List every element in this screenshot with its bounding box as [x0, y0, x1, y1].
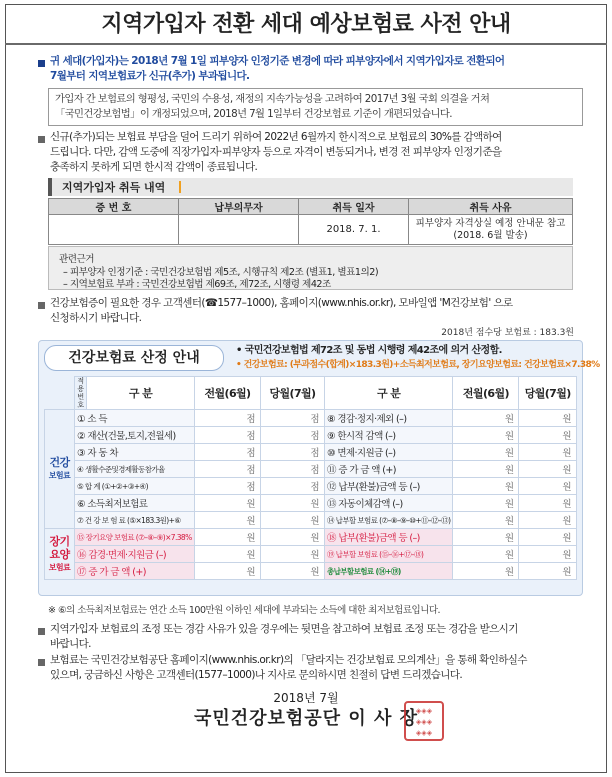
enrollment-banner — [48, 178, 573, 196]
text-line — [179, 181, 181, 193]
grid-cell: 전월(6월) — [453, 377, 519, 410]
premium-grid — [44, 376, 577, 580]
grid-cell: 원 — [261, 546, 325, 563]
text-line: – 지역보험료 부과 : 국민건강보험법 제69조, 제72조, 시행령 제42조 — [63, 279, 331, 290]
grid-cell: ⑪ 증 가 금 액 (+) — [325, 461, 453, 478]
table-cell — [179, 215, 299, 245]
grid-cell: ⑮ 장기요양 보험료 (⑦–⑧–⑨)×7.38% — [75, 529, 195, 546]
text-line: 보험료는 국민건강보험공단 홈페이지(www.nhis.or.kr)의 「달라지는 건강보험료 모의계산」을 통해 확인하실수 — [50, 654, 527, 666]
table-cell: 증 번 호 — [49, 199, 179, 215]
grid-cell: ⑨ 한시적 감액 (–) — [325, 427, 453, 444]
grid-cell: 원 — [453, 444, 519, 461]
text-line: 지역가입자 취득 내역 — [62, 181, 166, 194]
grid-cell: 구 분 — [87, 377, 195, 410]
grid-cell: 원 — [261, 512, 325, 529]
reduction-paragraph — [50, 130, 590, 175]
table-cell: 피부양자 자격상실 예정 안내문 참고 (2018. 6월 발송) — [409, 215, 573, 245]
grid-cell: 원 — [261, 495, 325, 512]
text-line: – 피부양자 인정기준 : 국민건강보험법 제5조, 시행규칙 제2조 (별표1, 별표1의2) — [63, 267, 379, 278]
reform-note-line2: 「국민건강보험법」이 개정되었으며, 2018년 7월 1일부터 건강보험료 기준이 개편되었습니다. — [55, 108, 452, 120]
grid-cell: ⑥ 소득최저보험료 — [75, 495, 195, 512]
grid-cell: ⑫ 납부(환불)금액 등 (–) — [325, 478, 453, 495]
footnote: ※ ⑥의 소득최저보험료는 연간 소득 100만원 이하인 세대에 부과되는 소득에 대한 최저보험료입니다. — [48, 605, 441, 616]
table-cell: 취득 사유 — [409, 199, 573, 215]
enrollment-table — [48, 198, 573, 245]
grid-cell: ⑩ 면제·지원금 (–) — [325, 444, 453, 461]
grid-cell: 원 — [453, 563, 519, 580]
bullet-icon — [38, 302, 45, 309]
grid-cell: 원 — [453, 461, 519, 478]
grid-cell: ⑭ 납부할 보험료 (⑦–⑧–⑨–⑩+⑪–⑫–⑬) — [325, 512, 453, 529]
bullet-icon — [38, 136, 45, 143]
grid-cell: 점 — [195, 461, 261, 478]
grid-cell: 원 — [519, 546, 577, 563]
reform-note-box — [48, 88, 583, 126]
grid-cell: 총납부할보험료 (⑭+⑲) — [325, 563, 453, 580]
grid-cell: 원 — [519, 495, 577, 512]
text-line: 귀 세대(가입자)는 2018년 7월 1일 피부양자 인정기준 변경에 따라 피부양자에서 지역가입자로 전환되어 — [50, 55, 505, 67]
text-line: 있으며, 궁금하신 사항은 고객센터(1577–1000)나 지사로 문의하시면 친절히 답변 드리겠습니다. — [50, 669, 463, 681]
grid-cell: 점 — [261, 461, 325, 478]
grid-cell: 점 — [195, 444, 261, 461]
grid-cell: 원 — [519, 410, 577, 427]
text-line: 드립니다. 다만, 감액 도중에 직장가입자·피부양자 등으로 자격이 변동되거나, 변경 전 피부양자 인정기준을 — [50, 146, 502, 158]
grid-cell: 원 — [453, 427, 519, 444]
text-line: 충족하지 못하게 되면 한시적 감액이 종료됩니다. — [50, 161, 258, 173]
calc-note — [236, 344, 600, 372]
text-line: 관련근거 — [59, 254, 95, 265]
score-unit-price: 2018년 점수당 보험료 : 183.3원 — [441, 328, 574, 338]
text-line: 지역가입자 보험료의 조정 또는 경감 사유가 있을 경우에는 뒷면을 참고하여 보험료 조정 또는 경감을 받으시기 — [50, 623, 518, 635]
grid-cell: ⑤ 합 계 (①+②+③+④) — [75, 478, 195, 495]
text-line: • 국민건강보험법 제72조 및 동법 시행령 제42조에 의거 산정함. — [236, 345, 502, 356]
adjustment-paragraph — [50, 622, 590, 652]
calc-title: 건강보험료 산정 안내 — [44, 345, 224, 371]
grid-cell: ③ 자 동 차 — [75, 444, 195, 461]
text-line: • 건강보험료: (부과점수(합계)×183.3원)+소득최저보험료, 장기요양보험료: 건강보험료×7.38% — [236, 360, 600, 370]
issue-date: 2018년 7월 — [273, 691, 339, 705]
grid-cell: 전월(6월) — [195, 377, 261, 410]
reform-note-line1: 가입자 간 보험료의 형평성, 국민의 수용성, 재정의 지속가능성을 고려하여 2017년 3월 국회 의결을 거쳐 — [55, 93, 490, 105]
grid-cell: 점 — [261, 478, 325, 495]
grid-cell: 원 — [453, 529, 519, 546]
text-line: 바랍니다. — [50, 638, 91, 650]
grid-cell: ⑱ 납부(환불)금액 등 (–) — [325, 529, 453, 546]
grid-cell: ① 소 득 — [75, 410, 195, 427]
text-line: 신청하시기 바랍니다. — [50, 312, 142, 324]
grid-cell: ④ 생활수준및경제활동참가율 — [75, 461, 195, 478]
page-title: 지역가입자 전환 세대 예상보험료 사전 안내 — [5, 5, 607, 45]
grid-cell: 원 — [453, 546, 519, 563]
table-cell — [49, 215, 179, 245]
notice-paragraph — [50, 54, 590, 84]
grid-cell: 원 — [519, 512, 577, 529]
grid-cell: 점 — [195, 478, 261, 495]
grid-cell: 원 — [519, 478, 577, 495]
grid-cell: ⑰ 증 가 금 액 (+) — [75, 563, 195, 580]
text-line: 7월부터 지역보험료가 신규(추가) 부과됩니다. — [50, 70, 250, 82]
grid-cell: 원 — [261, 529, 325, 546]
grid-cell: 점 — [195, 410, 261, 427]
bullet-icon — [38, 628, 45, 635]
grid-cell: 원 — [519, 444, 577, 461]
bullet-icon — [38, 60, 45, 67]
grid-cell: 원 — [519, 461, 577, 478]
legal-basis-box — [48, 246, 573, 290]
grid-cell: 원 — [195, 495, 261, 512]
grid-cell: 원 — [519, 563, 577, 580]
category-ltc: 장기요양 보험료 — [45, 529, 75, 580]
card-request-paragraph — [50, 296, 590, 326]
grid-cell: 원 — [261, 563, 325, 580]
official-seal-icon: ◈◈◈ ◈◈◈ ◈◈◈ — [404, 701, 444, 741]
table-cell: 납부의무자 — [179, 199, 299, 215]
category-health: 건강 보험료 — [45, 410, 75, 529]
grid-cell: 원 — [195, 546, 261, 563]
grid-cell: ⑬ 자동이체감액 (–) — [325, 495, 453, 512]
table-cell: 취득 일자 — [299, 199, 409, 215]
grid-cell: 점 — [195, 427, 261, 444]
grid-cell: ⑧ 경감·정지·제외 (–) — [325, 410, 453, 427]
grid-cell: 원 — [453, 410, 519, 427]
grid-cell: 원 — [195, 563, 261, 580]
grid-cell: 당월(7월) — [261, 377, 325, 410]
text-line: 건강보험증이 필요한 경우 고객센터(☎1577–1000), 홈페이지(www.nhis.or.kr), 모바일앱 'M건강보험' 으로 — [50, 297, 513, 309]
grid-cell: 점 — [261, 444, 325, 461]
grid-cell — [45, 377, 75, 410]
contact-paragraph — [50, 653, 590, 683]
signer: 국민건강보험공단 이 사 장 — [193, 708, 419, 729]
grid-cell: 원 — [195, 512, 261, 529]
grid-cell: 구 분 — [325, 377, 453, 410]
grid-cell: 원 — [453, 512, 519, 529]
grid-cell: 적용번호 — [75, 377, 87, 410]
grid-cell: 원 — [195, 529, 261, 546]
grid-cell: 점 — [261, 427, 325, 444]
grid-cell: 점 — [261, 410, 325, 427]
grid-cell: ⑯ 감경·면제·지원금 (–) — [75, 546, 195, 563]
grid-cell: 원 — [519, 427, 577, 444]
grid-cell: ⑲ 납부할 보험료 (⑮–⑯+⑰–⑱) — [325, 546, 453, 563]
text-line: 신규(추가)되는 보험료 부담을 덜어 드리기 위하여 2022년 6월까지 한시적으로 보험료의 30%를 감액하여 — [50, 131, 502, 143]
grid-cell: ② 재산(건물,토지,전월세) — [75, 427, 195, 444]
grid-cell: 당월(7월) — [519, 377, 577, 410]
grid-cell: 원 — [453, 495, 519, 512]
bullet-icon — [38, 659, 45, 666]
grid-cell: 원 — [519, 529, 577, 546]
grid-cell: ⑦ 건 강 보 험 료 (⑤×183.3원)+⑥ — [75, 512, 195, 529]
table-cell: 2018. 7. 1. — [299, 215, 409, 245]
grid-cell: 원 — [453, 478, 519, 495]
